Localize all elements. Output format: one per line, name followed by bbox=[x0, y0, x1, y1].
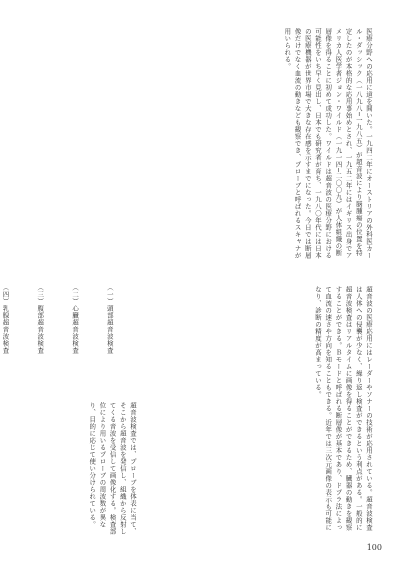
list-item: （一）頭部超音波検査 bbox=[105, 284, 114, 354]
list-item: （三）腹部超音波検査 bbox=[36, 284, 45, 354]
body-text-lower-right: 超音波の医療応用にはレーダーやソナーの技術が応用されている。超音波検査は人体への侵襲が少なく、繰り返し検査ができるという利点がある。一般的に超音波検査はリアルタイムに画像を得ることができるため、臓器の動きを観察することができる。Ｂモードと呼ばれる断層像が基本であり、ドプラ法によって血流の速さや方向を知ることもできる。近年では三次元画像の表示も可能になり、診断の精度が高まっている。 bbox=[313, 286, 373, 531]
body-text-upper: 医療分野への応用に道を開いた。一九四二年にオーストリアの外科医カール・ダッシック（一八九八─一九八五）が超音波により脳腫瘍の位置を特定したのが本格的な応用事始めとされ、一九五二年にはイギリス出身でアメリカ人医学者ジョン・ワイルド（一九一四─二〇〇九）が人体組織の断層像を得ることに初めて成功した。ワイルドは超音波の医療分野における可能性をいち早く見出し、日本でも研究者が育ち、一九八〇年代には日本の医療機器が世界市場で大きな存在感を示すまでになった。今日では断層像だけでなく血流の動きなども観察でき、プローブと呼ばれるスキャナが用いられる。 bbox=[283, 28, 373, 259]
exam-type-list bbox=[1, 284, 138, 380]
body-text-lower-left: 超音波検査では、プローブを体表に当て、そこから超音波を発信し、組織から反射してくる音波を受信して画像化する。検査部位により用いるプローブの周波数が異なり、目的に応じて使い分けられている。 bbox=[88, 402, 137, 535]
page-number: 100 bbox=[366, 543, 382, 552]
list-item: （二）心臓超音波検査 bbox=[71, 284, 80, 354]
list-item: （四）乳腺超音波検査 bbox=[1, 284, 10, 354]
